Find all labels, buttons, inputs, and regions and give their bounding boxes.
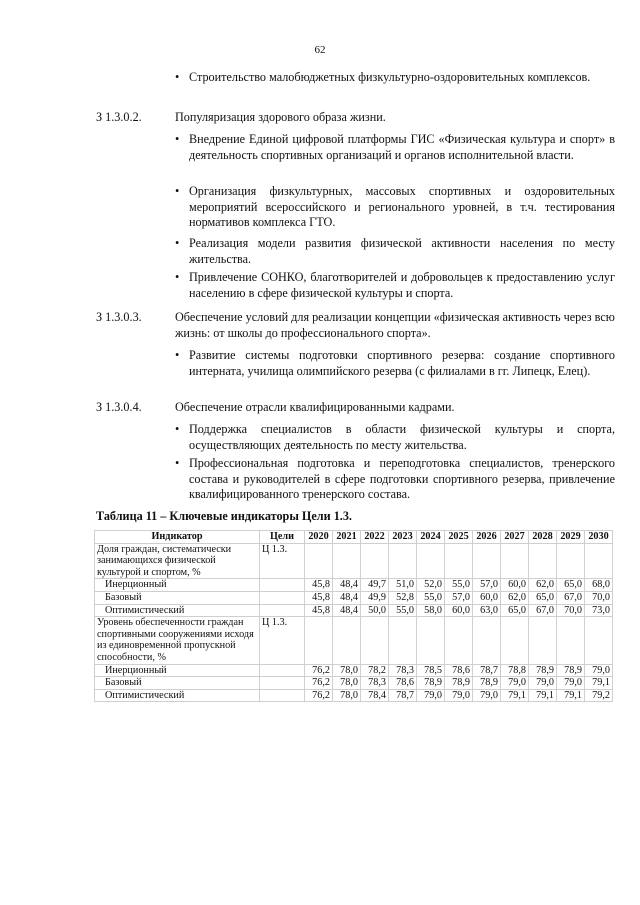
bullet-text: Развитие системы подготовки спортивного резерва: создание спортивного интерната, училища олимпийского резерва (с филиалами в гг. Липецк, Елец). (189, 348, 615, 378)
value-cell: 70,0 (557, 604, 585, 617)
column-header: 2030 (585, 531, 613, 544)
bullet-icon: • (175, 422, 180, 436)
scenario-label: Базовый (95, 591, 260, 604)
value-cell: 79,1 (585, 677, 613, 690)
bullet-icon: • (175, 184, 180, 198)
value-cell: 78,3 (361, 677, 389, 690)
value-cell: 78,5 (417, 664, 445, 677)
empty-cell (305, 617, 333, 664)
section-code: З 1.3.0.4. (96, 400, 142, 414)
bullet-text: Профессиональная подготовка и переподготовка специалистов, тренерского состава и руководителей в сфере подготовки спортивного резерва, привлечение квалифицированного тренерского состава. (189, 456, 615, 502)
empty-cell (473, 543, 501, 579)
empty-cell (557, 543, 585, 579)
value-cell: 78,6 (445, 664, 473, 677)
value-cell: 78,3 (389, 664, 417, 677)
empty-cell (260, 689, 305, 702)
value-cell: 63,0 (473, 604, 501, 617)
value-cell: 79,0 (445, 689, 473, 702)
value-cell: 79,0 (417, 689, 445, 702)
value-cell: 58,0 (417, 604, 445, 617)
table-row (95, 664, 613, 677)
bullet-text: Привлечение СОНКО, благотворителей и добровольцев к предоставлению услуг населению в сфере физической культуры и спорта. (189, 270, 615, 300)
value-cell: 52,8 (389, 591, 417, 604)
section-code: З 1.3.0.2. (96, 110, 142, 124)
empty-cell (260, 604, 305, 617)
value-cell: 79,0 (473, 689, 501, 702)
value-cell: 79,0 (557, 677, 585, 690)
value-cell: 78,0 (333, 689, 361, 702)
value-cell: 76,2 (305, 689, 333, 702)
value-cell: 79,2 (585, 689, 613, 702)
value-cell: 79,1 (529, 689, 557, 702)
empty-cell (361, 543, 389, 579)
value-cell: 78,9 (445, 677, 473, 690)
empty-cell (473, 617, 501, 664)
value-cell: 50,0 (361, 604, 389, 617)
value-cell: 45,8 (305, 579, 333, 592)
column-header: Цели (260, 531, 305, 544)
indicator-row (95, 543, 613, 579)
value-cell: 78,2 (361, 664, 389, 677)
section-bullet (175, 236, 615, 267)
bullet-icon: • (175, 270, 180, 284)
intro-bullet (175, 70, 615, 86)
empty-cell (585, 617, 613, 664)
bullet-text: Строительство малобюджетных физкультурно-оздоровительных комплексов. (189, 70, 591, 84)
value-cell: 60,0 (445, 604, 473, 617)
value-cell: 79,0 (585, 664, 613, 677)
bullet-text: Реализация модели развития физической активности населения по месту жительства. (189, 236, 615, 266)
empty-cell (501, 543, 529, 579)
section-title: Популяризация здорового образа жизни. (175, 110, 386, 124)
table-row (95, 689, 613, 702)
bullet-icon: • (175, 132, 180, 146)
value-cell: 55,0 (417, 591, 445, 604)
bullet-icon: • (175, 348, 180, 362)
value-cell: 62,0 (529, 579, 557, 592)
bullet-icon: • (175, 70, 180, 84)
column-header: 2021 (333, 531, 361, 544)
value-cell: 68,0 (585, 579, 613, 592)
scenario-label: Инерционный (95, 579, 260, 592)
value-cell: 60,0 (473, 591, 501, 604)
empty-cell (557, 617, 585, 664)
page-number: 62 (314, 44, 326, 56)
value-cell: 55,0 (445, 579, 473, 592)
column-header: 2023 (389, 531, 417, 544)
empty-cell (260, 677, 305, 690)
column-header: 2024 (417, 531, 445, 544)
empty-cell (305, 543, 333, 579)
indicator-goal: Ц 1.3. (260, 543, 305, 579)
empty-cell (529, 543, 557, 579)
indicator-name: Уровень обеспеченности граждан спортивными сооружениями исходя из единовременной пропускной способности, % (95, 617, 260, 664)
bullet-text: Поддержка специалистов в области физической культуры и спорта, осуществляющих деятельность по месту жительства. (189, 422, 615, 452)
value-cell: 78,9 (557, 664, 585, 677)
value-cell: 79,0 (501, 677, 529, 690)
value-cell: 78,9 (529, 664, 557, 677)
empty-cell (333, 543, 361, 579)
section-bullet (175, 422, 615, 453)
column-header: 2028 (529, 531, 557, 544)
indicator-name: Доля граждан, систематически занимающихся физической культурой и спортом, % (95, 543, 260, 579)
bullet-text: Организация физкультурных, массовых спортивных и оздоровительных мероприятий всероссийского и регионального уровней, в т.ч. тестирования нормативов комплекса ГТО. (189, 184, 615, 230)
value-cell: 57,0 (473, 579, 501, 592)
empty-cell (260, 591, 305, 604)
value-cell: 76,2 (305, 664, 333, 677)
table-caption: Таблица 11 – Ключевые индикаторы Цели 1.3. (96, 509, 352, 523)
scenario-label: Оптимистический (95, 689, 260, 702)
table-row (95, 579, 613, 592)
value-cell: 55,0 (389, 604, 417, 617)
table-header-row (95, 531, 613, 544)
value-cell: 57,0 (445, 591, 473, 604)
column-header: 2022 (361, 531, 389, 544)
value-cell: 78,6 (389, 677, 417, 690)
value-cell: 48,4 (333, 579, 361, 592)
value-cell: 78,9 (473, 677, 501, 690)
value-cell: 65,0 (557, 579, 585, 592)
section-bullet (175, 348, 615, 379)
empty-cell (417, 617, 445, 664)
value-cell: 51,0 (389, 579, 417, 592)
indicators-table (94, 530, 613, 702)
value-cell: 45,8 (305, 604, 333, 617)
value-cell: 78,9 (417, 677, 445, 690)
scenario-label: Базовый (95, 677, 260, 690)
section-title: Обеспечение условий для реализации концепции «физическая активность через всю жизнь: от школы до профессионального спорта». (175, 310, 615, 340)
value-cell: 67,0 (557, 591, 585, 604)
empty-cell (389, 543, 417, 579)
value-cell: 78,8 (501, 664, 529, 677)
column-header: 2020 (305, 531, 333, 544)
empty-cell (445, 543, 473, 579)
value-cell: 76,2 (305, 677, 333, 690)
empty-cell (389, 617, 417, 664)
column-header: 2027 (501, 531, 529, 544)
value-cell: 65,0 (529, 591, 557, 604)
section-code: З 1.3.0.3. (96, 310, 142, 324)
value-cell: 49,9 (361, 591, 389, 604)
value-cell: 48,4 (333, 604, 361, 617)
empty-cell (361, 617, 389, 664)
value-cell: 78,0 (333, 677, 361, 690)
value-cell: 78,7 (473, 664, 501, 677)
empty-cell (260, 579, 305, 592)
value-cell: 62,0 (501, 591, 529, 604)
section-bullet (175, 132, 615, 163)
section-bullet (175, 456, 615, 503)
section-bullet (175, 270, 615, 301)
empty-cell (417, 543, 445, 579)
scenario-label: Оптимистический (95, 604, 260, 617)
empty-cell (585, 543, 613, 579)
empty-cell (260, 664, 305, 677)
indicator-goal: Ц 1.3. (260, 617, 305, 664)
section-title: Обеспечение отрасли квалифицированными кадрами. (175, 400, 455, 414)
value-cell: 73,0 (585, 604, 613, 617)
empty-cell (445, 617, 473, 664)
column-header: 2025 (445, 531, 473, 544)
scenario-label: Инерционный (95, 664, 260, 677)
value-cell: 78,7 (389, 689, 417, 702)
value-cell: 78,4 (361, 689, 389, 702)
column-header: 2026 (473, 531, 501, 544)
value-cell: 49,7 (361, 579, 389, 592)
empty-cell (529, 617, 557, 664)
value-cell: 70,0 (585, 591, 613, 604)
bullet-text: Внедрение Единой цифровой платформы ГИС «Физическая культура и спорт» в деятельность спортивных организаций и органов исполнительной власти. (189, 132, 615, 162)
value-cell: 79,0 (529, 677, 557, 690)
value-cell: 60,0 (501, 579, 529, 592)
value-cell: 79,1 (557, 689, 585, 702)
table-row (95, 604, 613, 617)
section-bullet (175, 184, 615, 231)
table-row (95, 677, 613, 690)
value-cell: 48,4 (333, 591, 361, 604)
empty-cell (501, 617, 529, 664)
value-cell: 79,1 (501, 689, 529, 702)
value-cell: 52,0 (417, 579, 445, 592)
empty-cell (333, 617, 361, 664)
table-row (95, 591, 613, 604)
value-cell: 78,0 (333, 664, 361, 677)
bullet-icon: • (175, 236, 180, 250)
indicator-row (95, 617, 613, 664)
value-cell: 45,8 (305, 591, 333, 604)
column-header: Индикатор (95, 531, 260, 544)
value-cell: 65,0 (501, 604, 529, 617)
bullet-icon: • (175, 456, 180, 470)
value-cell: 67,0 (529, 604, 557, 617)
table-body (95, 543, 613, 702)
column-header: 2029 (557, 531, 585, 544)
